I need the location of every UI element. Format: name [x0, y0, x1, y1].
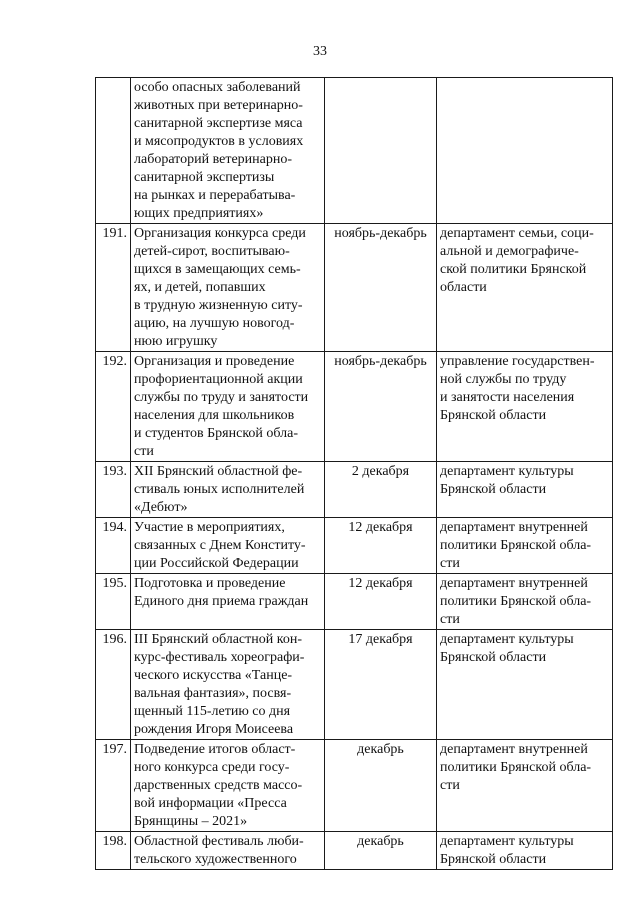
table-body: [96, 78, 613, 870]
event-cell: [131, 832, 325, 870]
event-cell: [131, 574, 325, 630]
event-line: ющих предприятиях»: [134, 206, 264, 221]
event-line: в трудную жизненную ситу-: [134, 298, 303, 313]
event-line: животных при ветеринарно-: [134, 98, 303, 113]
table-row: [96, 462, 613, 518]
responsible-cell: [437, 518, 613, 574]
row-number: 191.: [96, 224, 131, 352]
responsible-line: управление государствен-: [440, 354, 595, 369]
event-line: нюю игрушку: [134, 334, 218, 349]
table-row: [96, 518, 613, 574]
responsible-line: политики Брянской обла-: [440, 594, 592, 609]
row-number: [96, 78, 131, 224]
event-line: щенный 115-летию со дня: [134, 704, 291, 719]
row-number: 194.: [96, 518, 131, 574]
event-cell: [131, 518, 325, 574]
responsible-cell: [437, 740, 613, 832]
responsible-line: сти: [440, 556, 460, 571]
event-line: связанных с Днем Конститу-: [134, 538, 306, 553]
date-cell: [325, 78, 437, 224]
event-line: Подготовка и проведение: [134, 576, 286, 591]
event-cell: [131, 224, 325, 352]
event-line: ческого искусства «Танце-: [134, 668, 293, 683]
date-cell: декабрь: [325, 740, 437, 832]
event-line: Организация и проведение: [134, 354, 295, 369]
table-row: [96, 832, 613, 870]
event-line: стиваль юных исполнителей: [134, 482, 305, 497]
table-row: [96, 352, 613, 462]
row-number: 197.: [96, 740, 131, 832]
event-cell: [131, 462, 325, 518]
event-line: службы по труду и занятости: [134, 390, 309, 405]
responsible-cell: [437, 574, 613, 630]
responsible-line: департамент внутренней: [440, 576, 588, 591]
event-line: на рынках и перерабатыва-: [134, 188, 296, 203]
event-line: Брянщины – 2021»: [134, 814, 248, 829]
event-line: ного конкурса среди госу-: [134, 760, 290, 775]
event-line: детей-сирот, воспитываю-: [134, 244, 290, 259]
event-cell: [131, 740, 325, 832]
event-line: дарственных средств массо-: [134, 778, 303, 793]
table-row: [96, 630, 613, 740]
responsible-line: департамент внутренней: [440, 742, 588, 757]
event-line: ацию, на лучшую новогод-: [134, 316, 295, 331]
event-line: «Дебют»: [134, 500, 188, 515]
event-line: курс-фестиваль хореографи-: [134, 650, 305, 665]
row-number: 193.: [96, 462, 131, 518]
responsible-line: департамент культуры: [440, 464, 574, 479]
responsible-line: области: [440, 280, 487, 295]
table-row: [96, 224, 613, 352]
responsible-line: сти: [440, 778, 460, 793]
row-number: 198.: [96, 832, 131, 870]
responsible-line: департамент культуры: [440, 632, 574, 647]
responsible-line: ской политики Брянской: [440, 262, 587, 277]
event-line: XII Брянский областной фе-: [134, 464, 303, 479]
row-number: 192.: [96, 352, 131, 462]
table-row: [96, 78, 613, 224]
responsible-cell: [437, 78, 613, 224]
responsible-cell: [437, 352, 613, 462]
date-cell: ноябрь-декабрь: [325, 352, 437, 462]
event-line: Областной фестиваль люби-: [134, 834, 304, 849]
events-table: [95, 77, 613, 870]
responsible-line: и занятости населения: [440, 390, 575, 405]
responsible-line: сти: [440, 612, 460, 627]
responsible-line: департамент семьи, соци-: [440, 226, 594, 241]
responsible-cell: [437, 462, 613, 518]
event-cell: [131, 78, 325, 224]
event-line: санитарной экспертизе мяса: [134, 116, 303, 131]
table-row: [96, 574, 613, 630]
responsible-line: департамент внутренней: [440, 520, 588, 535]
row-number: 195.: [96, 574, 131, 630]
event-line: вой информации «Пресса: [134, 796, 287, 811]
event-cell: [131, 630, 325, 740]
event-line: Организация конкурса среди: [134, 226, 306, 241]
responsible-line: Брянской области: [440, 852, 547, 867]
event-line: сти: [134, 444, 154, 459]
responsible-cell: [437, 832, 613, 870]
event-line: и студентов Брянской обла-: [134, 426, 299, 441]
event-line: ях, и детей, попавших: [134, 280, 266, 295]
date-cell: 12 декабря: [325, 574, 437, 630]
event-line: населения для школьников: [134, 408, 295, 423]
event-line: и мясопродуктов в условиях: [134, 134, 304, 149]
page-number: 33: [313, 44, 327, 59]
responsible-line: ной службы по труду: [440, 372, 567, 387]
event-line: особо опасных заболеваний: [134, 80, 301, 95]
event-line: вальная фантазия», посвя-: [134, 686, 292, 701]
responsible-line: альной и демографиче-: [440, 244, 579, 259]
event-line: тельского художественного: [134, 852, 297, 867]
responsible-cell: [437, 630, 613, 740]
date-cell: 17 декабря: [325, 630, 437, 740]
event-line: рождения Игоря Моисеева: [134, 722, 294, 737]
responsible-line: политики Брянской обла-: [440, 538, 592, 553]
responsible-line: Брянской области: [440, 650, 547, 665]
responsible-line: политики Брянской обла-: [440, 760, 592, 775]
date-cell: 12 декабря: [325, 518, 437, 574]
event-line: Участие в мероприятиях,: [134, 520, 285, 535]
responsible-line: Брянской области: [440, 408, 547, 423]
event-line: III Брянский областной кон-: [134, 632, 302, 647]
date-cell: 2 декабря: [325, 462, 437, 518]
responsible-line: департамент культуры: [440, 834, 574, 849]
event-line: профориентационной акции: [134, 372, 303, 387]
event-cell: [131, 352, 325, 462]
responsible-cell: [437, 224, 613, 352]
event-line: санитарной экспертизы: [134, 170, 275, 185]
event-line: Подведение итогов област-: [134, 742, 296, 757]
date-cell: ноябрь-декабрь: [325, 224, 437, 352]
event-line: Единого дня приема граждан: [134, 594, 309, 609]
table-row: [96, 740, 613, 832]
event-line: щихся в замещающих семь-: [134, 262, 301, 277]
date-cell: декабрь: [325, 832, 437, 870]
responsible-line: Брянской области: [440, 482, 547, 497]
event-line: ции Российской Федерации: [134, 556, 299, 571]
row-number: 196.: [96, 630, 131, 740]
event-line: лабораторий ветеринарно-: [134, 152, 293, 167]
